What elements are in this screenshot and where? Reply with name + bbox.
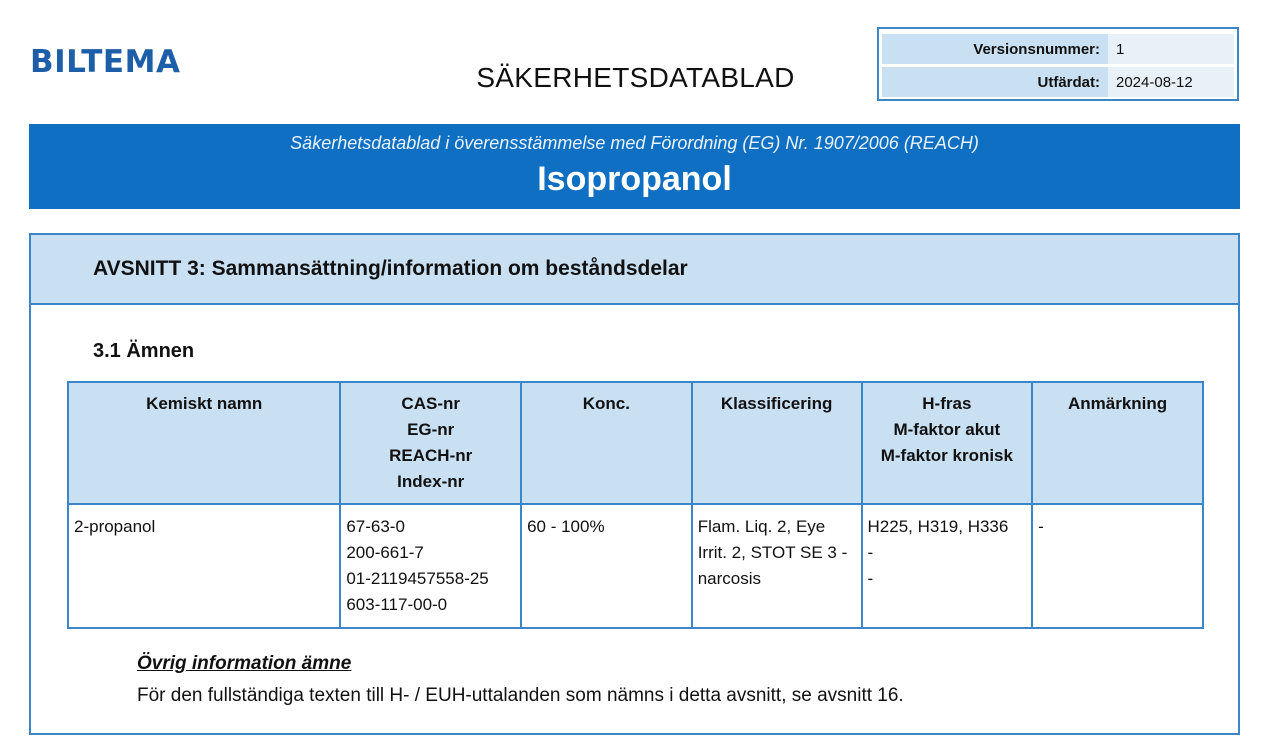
header-cas: CAS-nr	[401, 394, 460, 413]
issued-row	[882, 67, 1234, 97]
cell-remark: -	[1032, 504, 1203, 628]
header-reach: REACH-nr	[389, 446, 473, 465]
brand-logo: BILTEMA	[30, 44, 181, 80]
header-concentration: Konc.	[521, 382, 692, 504]
header-index: Index-nr	[397, 472, 465, 491]
table-header-row	[68, 382, 1203, 504]
cell-cas: 67-63-0	[346, 517, 405, 536]
header-chemical-name: Kemiskt namn	[68, 382, 340, 504]
version-info-box	[877, 27, 1239, 101]
cell-index: 603-117-00-0	[346, 595, 448, 614]
issued-value: 2024-08-12	[1108, 67, 1234, 97]
cell-h-phrase: H225, H319, H336	[867, 517, 1009, 536]
cell-m-factor-chronic: -	[867, 569, 874, 588]
other-info-title: Övrig information ämne	[137, 653, 352, 674]
document-title: SÄKERHETSDATABLAD	[476, 62, 795, 93]
cell-hazard	[862, 504, 1033, 628]
header-remark: Anmärkning	[1032, 382, 1203, 504]
composition-table	[67, 381, 1204, 629]
version-label: Versionsnummer:	[882, 34, 1108, 64]
other-info-text: För den fullständiga texten till H- / EUH-uttalanden som nämns i detta avsnitt, se avsnitt 16.	[137, 685, 904, 706]
cell-classification: Flam. Liq. 2, Eye Irrit. 2, STOT SE 3 - narcosis	[692, 504, 862, 628]
header-m-factor-chronic: M-faktor kronisk	[880, 446, 1013, 465]
product-banner	[29, 124, 1240, 209]
issued-label: Utfärdat:	[882, 67, 1108, 97]
cell-eg: 200-661-7	[346, 543, 424, 562]
header-m-factor-acute: M-faktor akut	[893, 420, 1001, 439]
cell-ids	[340, 504, 521, 628]
section-3	[29, 233, 1240, 735]
subsection-title: 3.1 Ämnen	[93, 340, 195, 362]
product-name: Isopropanol	[537, 160, 732, 198]
section-heading: AVSNITT 3: Sammansättning/information om beståndsdelar	[31, 235, 1238, 305]
cell-m-factor-acute: -	[867, 543, 874, 562]
header-eg: EG-nr	[407, 420, 455, 439]
version-row	[882, 34, 1234, 64]
table-row	[68, 504, 1203, 628]
banner-subtitle: Säkerhetsdatablad i överensstämmelse med Förordning (EG) Nr. 1907/2006 (REACH)	[290, 133, 979, 153]
cell-concentration: 60 - 100%	[521, 504, 692, 628]
header-hazard	[862, 382, 1033, 504]
header-h-phrase: H-fras	[922, 394, 972, 413]
header-classification: Klassificering	[692, 382, 862, 504]
header-ids	[340, 382, 521, 504]
cell-reach: 01-2119457558-25	[346, 569, 489, 588]
version-value: 1	[1108, 34, 1234, 64]
cell-chemical-name: 2-propanol	[68, 504, 340, 628]
